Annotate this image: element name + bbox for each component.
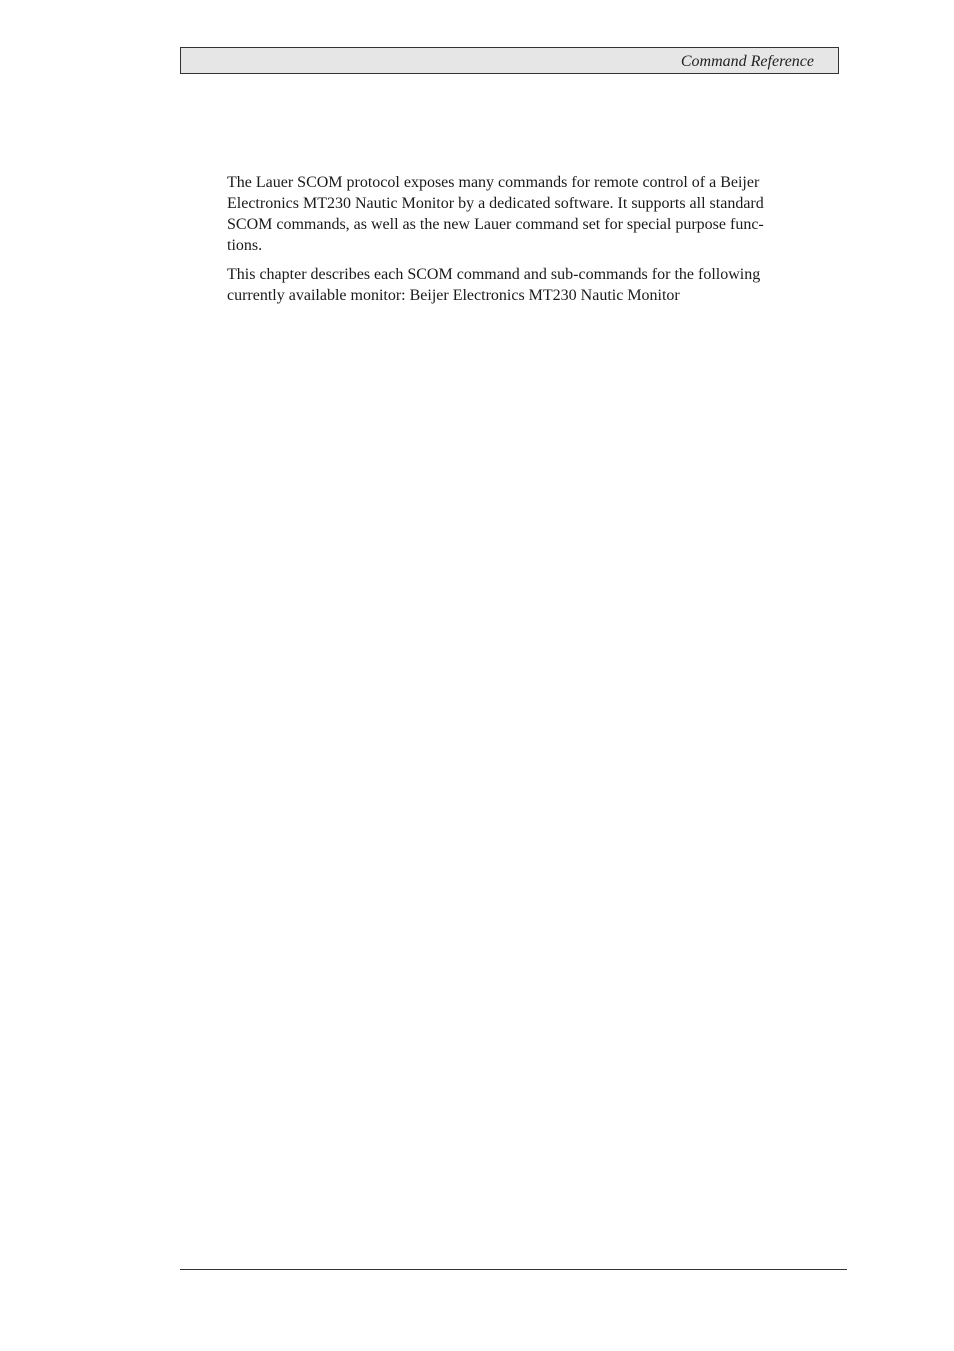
paragraph-line: Electronics MT230 Nautic Monitor by a dedicated software. It supports all standard (227, 195, 764, 212)
paragraph-line: This chapter describes each SCOM command and sub-commands for the following (227, 266, 761, 283)
paragraph-line: The Lauer SCOM protocol exposes many commands for remote control of a Beijer (227, 174, 760, 191)
page-header-bar (180, 47, 839, 74)
chapter-description-paragraph (227, 264, 799, 306)
document-body (227, 172, 799, 314)
footer-rule (180, 1269, 847, 1270)
intro-paragraph (227, 172, 799, 256)
paragraph-line: tions. (227, 237, 263, 254)
paragraph-line: currently available monitor: Beijer Electronics MT230 Nautic Monitor (227, 287, 680, 304)
running-header-title: Command Reference (680, 53, 814, 70)
paragraph-line: SCOM commands, as well as the new Lauer command set for special purpose func- (227, 216, 764, 233)
